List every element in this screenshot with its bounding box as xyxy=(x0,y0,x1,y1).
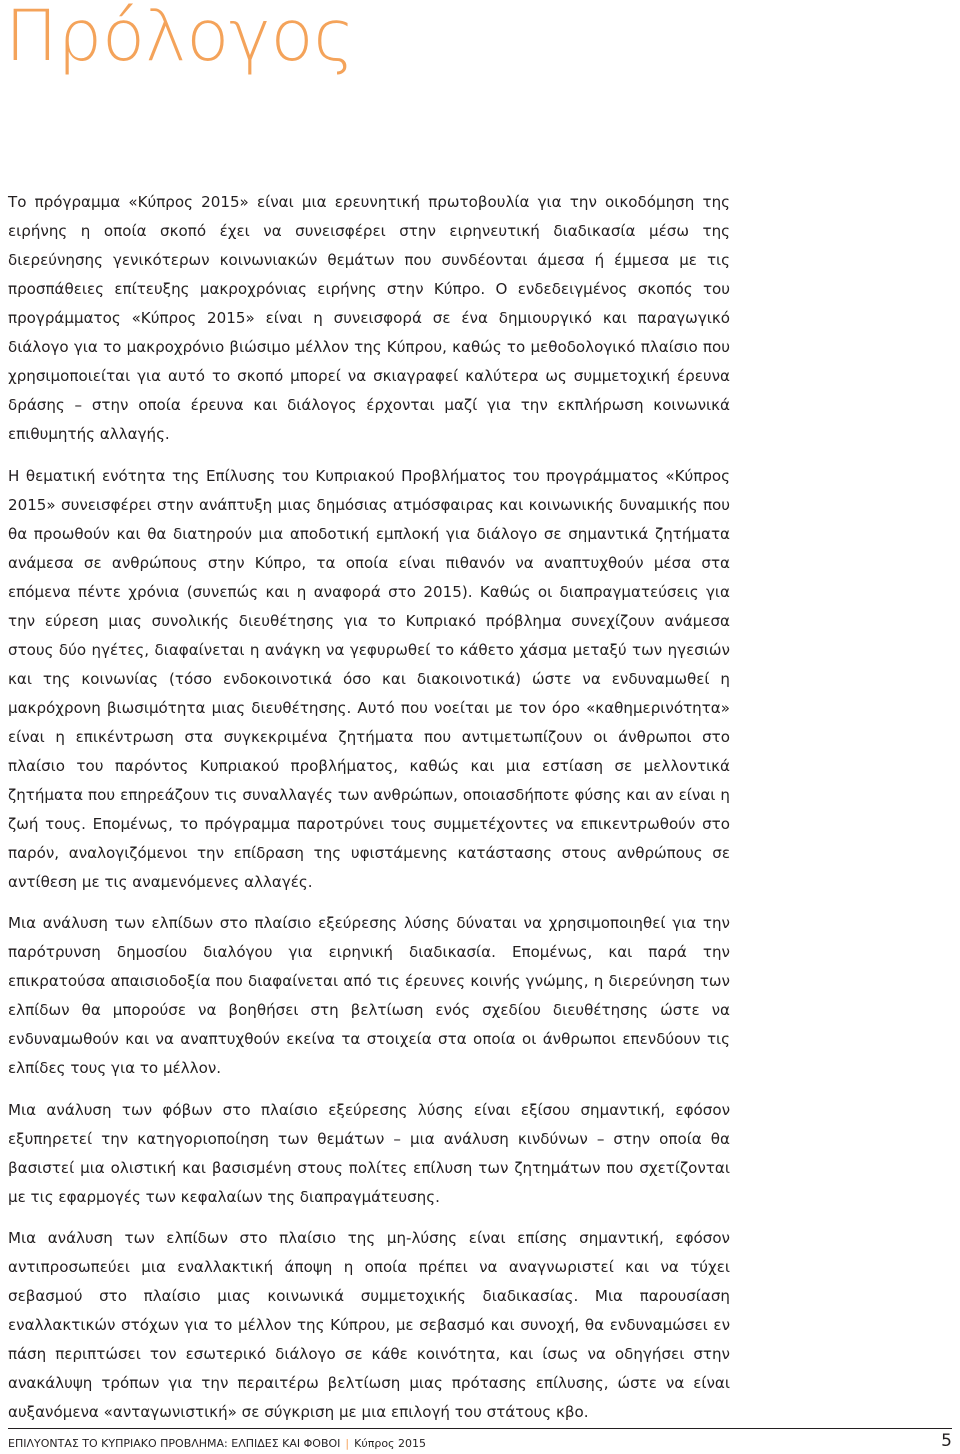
body-text xyxy=(8,188,730,1440)
paragraph-fears-solution: Μια ανάλυση των φόβων στο πλαίσιο εξεύρεσης λύσης είναι εξίσου σημαντική, εφόσον εξυπηρετεί την κατηγοριοποίηση των θεμάτων – μια ανάλυση κινδύνων – στην οποία θα βασιστεί μια ολιστική και βασισμένη στους πολίτες επίλυση των ζητημάτων που σχετίζονται με τις εφαρμογές των κεφαλαίων της διαπραγμάτευσης. xyxy=(8,1100,730,1206)
page-number: 5 xyxy=(941,1431,952,1451)
footer-running-title xyxy=(8,1437,426,1451)
paragraph-thematic-unit: Η θεματική ενότητα της Επίλυσης του Κυπριακού Προβλήματος του προγράμματος «Κύπρος 2015» συνεισφέρει στην ανάπτυξη μιας δημόσιας ατμόσφαιρας και κοινωνικής δυναμικής που θα προωθούν και θα διατηρούν μια αποδοτική εμπλοκή για διάλογο σε σημαντικά ζητήματα ανάμεσα σε ανθρώπους στην Κύπρο, τα οποία είναι πιθανόν να αναπτυχθούν μέσα στα επόμενα πέντε χρόνια (συνεπώς και η αναφορά στο 2015). Καθώς οι διαπραγματεύσεις για την εύρεση μιας συνολικής διευθέτησης για το Κυπριακό πρόβλημα συνεχίζουν ανάμεσα στους δύο ηγέτες, διαφαίνεται η ανάγκη να γεφυρωθεί το κάθετο χάσμα μεταξύ των ηγεσιών και της κοινωνίας (τόσο ενδοκοινοτικά όσο και διακοινοτικά) ώστε να ενδυναμωθεί η μακρόχρονη βιωσιμότητα μιας διευθέτησης. Αυτό που νοείται με τον όρο «καθημερινότητα» είναι η επικέντρωση στα συγκεκριμένα ζητήματα που αντιμετωπίζουν οι άνθρωποι στο πλαίσιο του παρόντος Κυπριακού προβλήματος, καθώς και μια εστίαση σε μελλοντικά ζητήματα που επηρεάζουν τις συναλλαγές των ανθρώπων, οποιασδήποτε φύσης και αν είναι η ζωή τους. Επομένως, το πρόγραμμα παροτρύνει τους συμμετέχοντες να επικεντρωθούν στο παρόν, αναλογιζόμενοι την επίδραση της υφιστάμενης κατάστασης στους ανθρώπους σε αντίθεση με τις αναμενόμενες αλλαγές. xyxy=(8,466,730,891)
footer-publication-title: ΕΠΙΛΥΟΝΤΑΣ ΤΟ ΚΥΠΡΙΑΚΟ ΠΡΟΒΛΗΜΑ: ΕΛΠΙΔΕΣ ΚΑΙ ΦΟΒΟΙ xyxy=(8,1437,341,1450)
footer-series: Κύπρος 2015 xyxy=(354,1437,427,1450)
page-footer xyxy=(8,1428,952,1454)
page-title: Πρόλογος xyxy=(5,0,355,77)
paragraph-hopes-non-solution: Μια ανάλυση των ελπίδων στο πλαίσιο της μη-λύσης είναι επίσης σημαντική, εφόσον αντιπροσωπεύει μια εναλλακτική άποψη η οποία πρέπει να αναγνωριστεί και να τύχει σεβασμού στο πλαίσιο μιας κοινωνικά συμμετοχικής διαδικασίας. Μια παρουσίαση εναλλακτικών στόχων για το μέλλον της Κύπρου, με σεβασμό και συνοχή, θα ενδυναμώσει εν πάση περιπτώσει τον εσωτερικό διάλογο σε κάθε κοινότητα, και ίσως να οδηγήσει στην ανακάλυψη τρόπων για την περαιτέρω βελτίωση μιας πρότασης επίλυσης, ώστε να είναι αυξανόμενα «ανταγωνιστική» σε σύγκριση με μια επιλογή του στάτους κβο. xyxy=(8,1229,730,1421)
paragraph-intro: Το πρόγραμμα «Κύπρος 2015» είναι μια ερευνητική πρωτοβουλία για την οικοδόμηση της ειρήνης η οποία σκοπό έχει να συνεισφέρει στην ειρηνευτική διαδικασία μέσω της διερεύνησης γενικότερων κοινωνιακών θεμάτων που συνδέονται άμεσα ή έμμεσα με τις προσπάθειες επίτευξης μακροχρόνιας ειρήνης στην Κύπρο. Ο ενδεδειγμένος σκοπός του προγράμματος «Κύπρος 2015» είναι η συνεισφορά σε ένα δημιουργικό και παραγωγικό διάλογο για το μακροχρόνιο βιώσιμο μέλλον της Κύπρου, καθώς το μεθοδολογικό πλαίσιο που χρησιμοποιείται για αυτό το σκοπό μπορεί να σκιαγραφεί καλύτερα ως συμμετοχική έρευνα δράσης – στην οποία έρευνα και διάλογος έρχονται μαζί για την εκπλήρωση κοινωνικά επιθυμητής αλλαγής. xyxy=(8,193,730,443)
paragraph-hopes-solution: Μια ανάλυση των ελπίδων στο πλαίσιο εξεύρεσης λύσης δύναται να χρησιμοποιηθεί για την παρότρυνση δημοσίου διαλόγου για ειρηνική διαδικασία. Επομένως, και παρά την επικρατούσα απαισιοδοξία που διαφαίνεται από τις έρευνες κοινής γνώμης, η διερεύνηση των ελπίδων θα μπορούσε να βοηθήσει στη βελτίωση ενός σχεδίου διευθέτησης ώστε να ενδυναμωθούν και να αναπτυχθούν εκείνα τα στοιχεία στα οποία οι άνθρωποι επενδύουν τις ελπίδες τους για το μέλλον. xyxy=(8,914,730,1077)
footer-separator: | xyxy=(345,1437,350,1450)
footer-divider xyxy=(8,1428,952,1429)
